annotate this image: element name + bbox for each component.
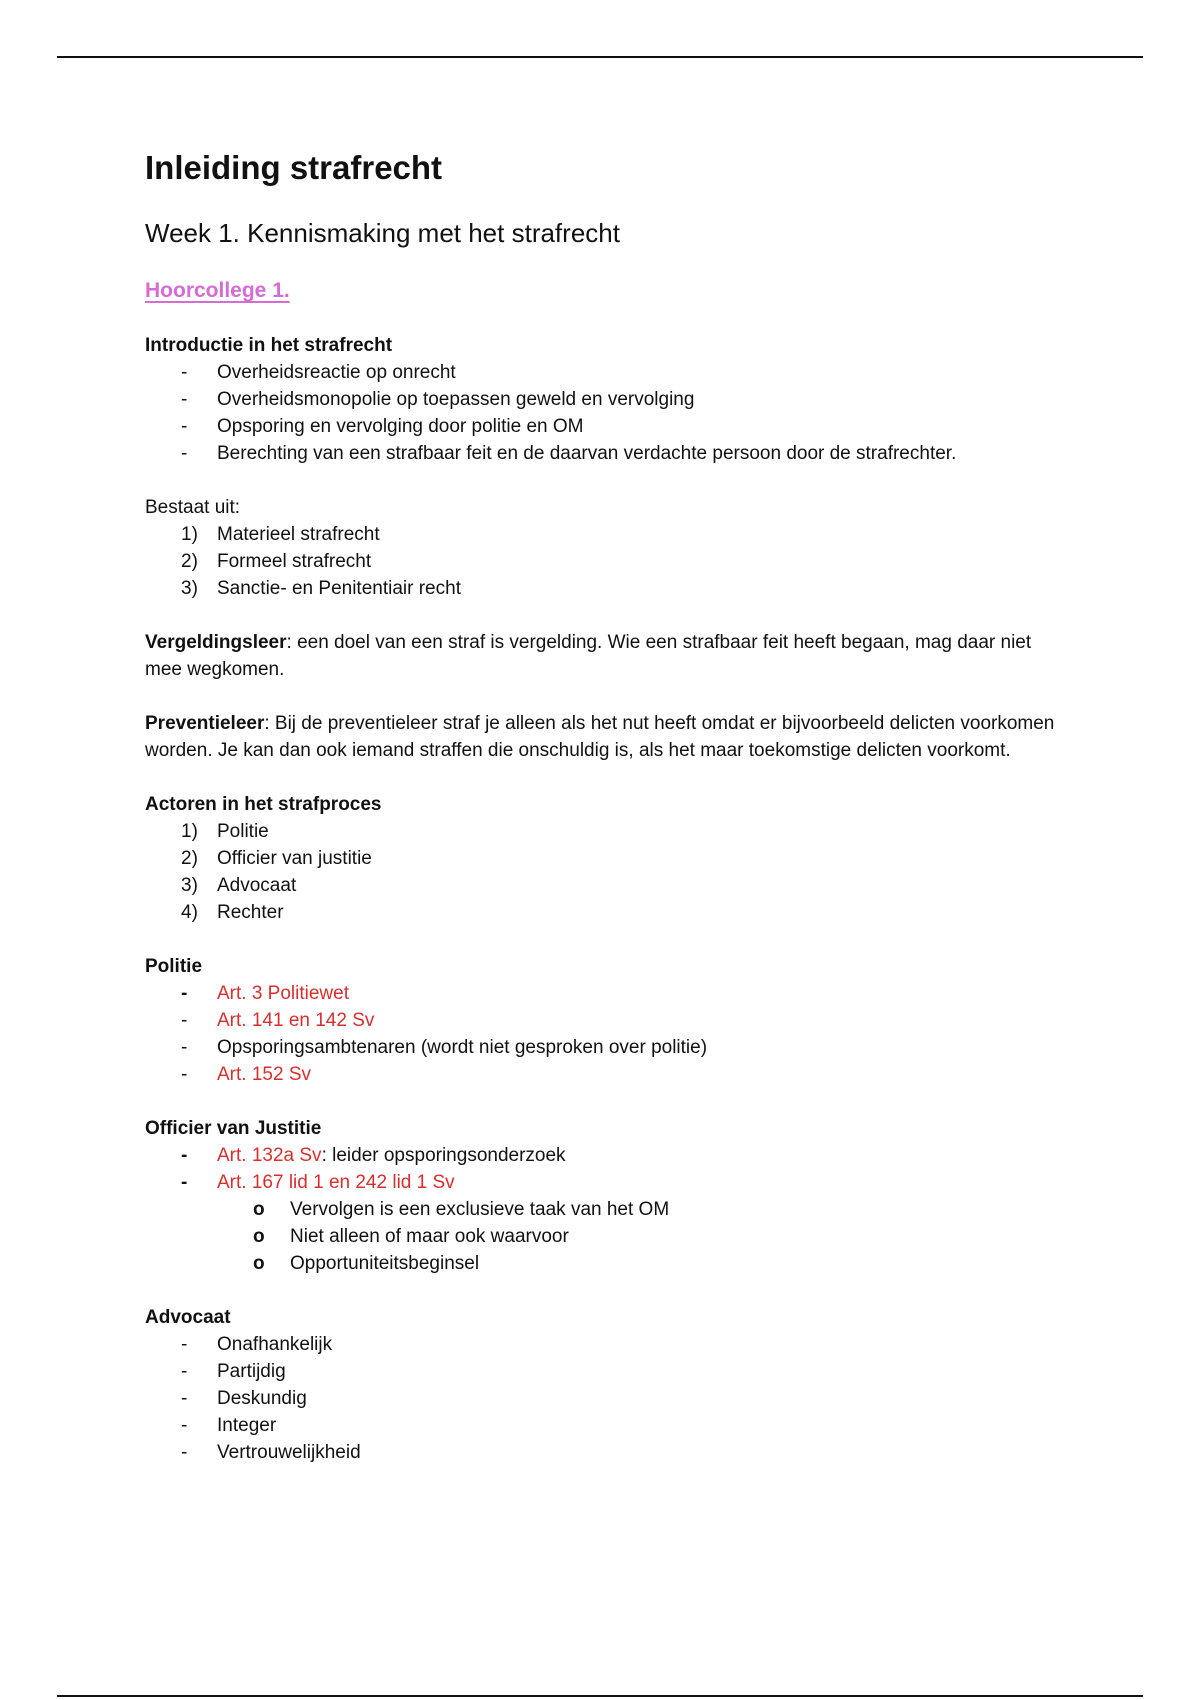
consists-section — [145, 494, 1065, 602]
dash-bullet: - — [181, 389, 188, 410]
list-item: - Overheidsmonopolie op toepassen geweld en vervolging — [145, 386, 1065, 413]
list-item: - Art. 167 lid 1 en 242 lid 1 Sv — [145, 1169, 1065, 1196]
dash-bullet: - — [181, 1361, 188, 1382]
document-title: Inleiding strafrecht — [145, 149, 443, 186]
dash-bullet: - — [181, 1037, 188, 1058]
number-marker: 2) — [181, 551, 198, 572]
list-item: - Opsporing en vervolging door politie en OM — [145, 413, 1065, 440]
actors-list — [145, 818, 1065, 926]
vergelding-section — [145, 629, 1065, 683]
ovj-list — [145, 1142, 1065, 1196]
advocaat-list — [145, 1331, 1065, 1466]
list-item: 4) Rechter — [145, 899, 1065, 926]
list-item: - Art. 141 en 142 Sv — [145, 1007, 1065, 1034]
dash-bullet: - — [181, 1172, 188, 1193]
number-marker: 4) — [181, 902, 198, 923]
list-item: - Art. 152 Sv — [145, 1061, 1065, 1088]
preventie-section — [145, 710, 1065, 764]
list-item: - Overheidsreactie op onrecht — [145, 359, 1065, 386]
list-item: - Deskundig — [145, 1385, 1065, 1412]
list-item: - Art. 3 Politiewet — [145, 980, 1065, 1007]
number-marker: 1) — [181, 821, 198, 842]
politie-section — [145, 953, 1065, 1088]
dash-bullet: - — [181, 443, 188, 464]
lecture-heading: Hoorcollege 1. — [145, 279, 290, 302]
advocaat-title: Advocaat — [145, 1307, 231, 1328]
dash-bullet: - — [181, 1442, 188, 1463]
list-item: - Art. 132a Sv: leider opsporingsonderzoek — [145, 1142, 1065, 1169]
politie-title: Politie — [145, 956, 203, 977]
list-item: - Onafhankelijk — [145, 1331, 1065, 1358]
intro-title: Introductie in het strafrecht — [145, 335, 393, 356]
list-item: 1) Politie — [145, 818, 1065, 845]
number-marker: 2) — [181, 848, 198, 869]
dash-bullet: - — [181, 1415, 188, 1436]
document-body — [145, 146, 1065, 1466]
number-marker: 3) — [181, 578, 198, 599]
preventie-paragraph: Preventieleer: Bij de preventieleer straf je alleen als het nut heeft omdat er bijvoorbeeld delicten voorkomen worden. Je kan dan ook iemand straffen die onschuldig is, als het maar toekomstige delicten voorkomt. — [145, 713, 1055, 761]
list-item: - Integer — [145, 1412, 1065, 1439]
list-item: 2) Formeel strafrecht — [145, 548, 1065, 575]
dash-bullet: - — [181, 1010, 188, 1031]
dash-bullet: - — [181, 362, 188, 383]
list-item: - Berechting van een strafbaar feit en de daarvan verdachte persoon door de strafrechter. — [145, 440, 1065, 467]
politie-list — [145, 980, 1065, 1088]
circle-bullet: o — [253, 1253, 265, 1274]
list-item: - Partijdig — [145, 1358, 1065, 1385]
intro-section — [145, 332, 1065, 467]
number-marker: 1) — [181, 524, 198, 545]
consists-list — [145, 521, 1065, 602]
dash-bullet: - — [181, 1334, 188, 1355]
dash-bullet: - — [181, 1145, 188, 1166]
actors-title: Actoren in het strafproces — [145, 794, 382, 815]
list-item: o Opportuniteitsbeginsel — [145, 1250, 1065, 1277]
list-item: 1) Materieel strafrecht — [145, 521, 1065, 548]
preventie-term: Preventieleer — [145, 713, 265, 734]
intro-list — [145, 359, 1065, 467]
ovj-section — [145, 1115, 1065, 1277]
list-item: 3) Advocaat — [145, 872, 1065, 899]
dash-bullet: - — [181, 1064, 188, 1085]
advocaat-section — [145, 1304, 1065, 1466]
list-item: 3) Sanctie- en Penitentiair recht — [145, 575, 1065, 602]
list-item: 2) Officier van justitie — [145, 845, 1065, 872]
week-heading: Week 1. Kennismaking met het strafrecht — [145, 218, 620, 248]
consists-title: Bestaat uit: — [145, 497, 241, 518]
circle-bullet: o — [253, 1226, 265, 1247]
ovj-sublist — [145, 1196, 1065, 1277]
dash-bullet: - — [181, 983, 188, 1004]
header-rule — [57, 56, 1143, 58]
vergelding-paragraph: Vergeldingsleer: een doel van een straf is vergelding. Wie een strafbaar feit heeft begaan, mag daar niet mee wegkomen. — [145, 632, 1032, 680]
circle-bullet: o — [253, 1199, 265, 1220]
dash-bullet: - — [181, 416, 188, 437]
actors-section — [145, 791, 1065, 926]
list-item: - Opsporingsambtenaren (wordt niet gesproken over politie) — [145, 1034, 1065, 1061]
vergelding-term: Vergeldingsleer — [145, 632, 287, 653]
ovj-title: Officier van Justitie — [145, 1118, 322, 1139]
number-marker: 3) — [181, 875, 198, 896]
footer-rule — [57, 1695, 1143, 1697]
list-item: o Vervolgen is een exclusieve taak van het OM — [145, 1196, 1065, 1223]
list-item: - Vertrouwelijkheid — [145, 1439, 1065, 1466]
list-item: o Niet alleen of maar ook waarvoor — [145, 1223, 1065, 1250]
dash-bullet: - — [181, 1388, 188, 1409]
